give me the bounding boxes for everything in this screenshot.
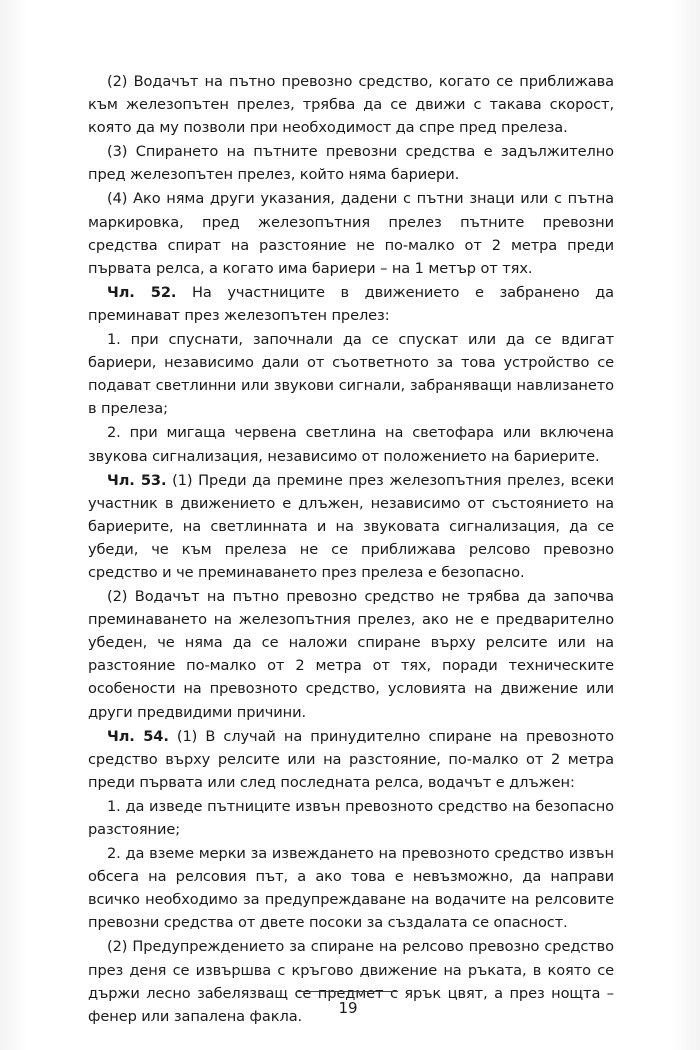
article-heading: Чл. 53. [107, 471, 167, 489]
paragraph-art52-item2 [88, 421, 614, 467]
paragraph-text: (2) Предупреждението за спиране на релсово превозно средство през деня се извършва с кръгово движение на ръката, в която се държи лесно забелязващ се предмет с ярък цвят, а през нощта – фенер или запалена факла. [88, 938, 614, 1025]
paragraph-art51-4 [88, 187, 614, 279]
paragraph-text: 2. да вземе мерки за извеждането на превозното средство извън обсега на релсовия път, а ако това е невъзможно, да направи всичко необходимо за предупреждаване на водачите на релсовите превозни средства от двете посоки за създалата се опасност. [88, 845, 614, 932]
article-heading: Чл. 52. [107, 283, 177, 301]
paragraph-text: (2) Водачът на пътно превозно средство не трябва да започва преминаването на железопътния прелез, ако не е предварително убеден, че няма да се наложи спиране върху релсите или на разстояние по-малко от 2 метра от тях, поради техническите особености на превозното средство, условията на движение или други предвидими причини. [88, 588, 614, 721]
paragraph-art52 [88, 281, 614, 327]
paragraph-art52-item1 [88, 328, 614, 420]
page-number: 19 [338, 999, 358, 1017]
paragraph-text: (2) Водачът на пътно превозно средство, когато се приближава към железопътен прелез, трябва да се движи с такава скорост, която да му позволи при необходимост да спре пред прелеза. [88, 73, 614, 137]
paragraph-art53-1 [88, 469, 614, 584]
body-text [88, 70, 614, 1028]
article-heading: Чл. 54. [107, 727, 169, 745]
paragraph-text: На участниците в движението е забранено да преминават през железопътен прелез: [88, 283, 614, 324]
paragraph-art51-2 [88, 70, 614, 139]
paragraph-art53-2 [88, 585, 614, 724]
paragraph-text: 1. при спуснати, започнали да се спускат или да се вдигат бариери, независимо дали от съответното за това устройство се подават светлинни или звукови сигнали, забраняващи навлизането в прелеза; [88, 331, 614, 418]
paragraph-text: (1) Преди да премине през железопътния прелез, всеки участник в движението е длъжен, независимо от състоянието на бариерите, на светлинната и на звуковата сигнализация, да се убеди, че към прелеза не се приближава релсово превозно средство и че преминаването през прелеза е безопасно. [88, 471, 614, 581]
paragraph-text: (3) Спирането на пътните превозни средства е задължително пред железопътен прелез, който няма бариери. [88, 143, 614, 184]
paragraph-text: (4) Ако няма други указания, дадени с пътни знаци или с пътна маркировка, пред железопътния прелез пътните превозни средства спират на разстояние не по-малко от 2 метра преди първата релса, а когато има бариери – на 1 метър от тях. [88, 190, 614, 277]
paragraph-text: 1. да изведе пътниците извън превозното средство на безопасно разстояние; [88, 797, 614, 838]
paragraph-art51-3 [88, 140, 614, 186]
paragraph-text: 2. при мигаща червена светлина на светофара или включена звукова сигнализация, независимо от положението на бариерите. [88, 424, 614, 465]
paragraph-art54-1 [88, 725, 614, 794]
paragraph-art54-item1 [88, 795, 614, 841]
paragraph-art54-item2 [88, 842, 614, 934]
footer-divider [298, 991, 398, 992]
paragraph-text: (1) В случай на принудително спиране на превозното средство върху релсите или на разстояние, по-малко от 2 метра преди първата или след последната релса, водачът е длъжен: [88, 727, 614, 791]
